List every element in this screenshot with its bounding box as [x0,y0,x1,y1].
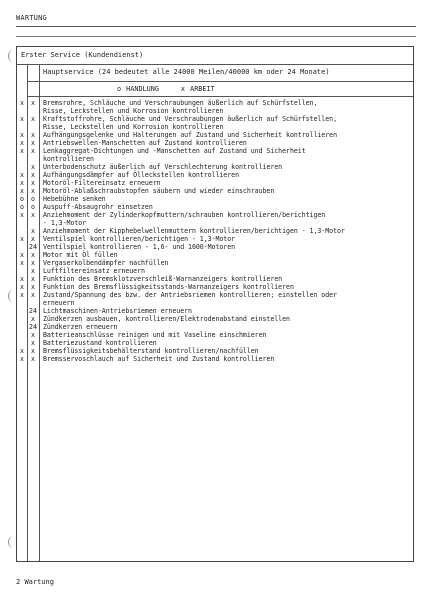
table-divider [17,64,413,65]
main-service-mark: x [31,131,35,139]
table-row [17,123,409,131]
main-service-mark: o [31,195,35,203]
first-service-mark [17,323,27,331]
first-service-mark: x [20,355,24,363]
table-row [17,107,409,115]
task-description: Lichtmaschinen-Antriebsriemen erneuern [43,307,192,315]
task-description: Motor mit Öl füllen [43,251,118,259]
main-service-mark: x [31,355,35,363]
first-service-mark [17,219,27,227]
first-service-mark [17,155,27,163]
first-service-mark: o [20,195,24,203]
first-service-mark: x [20,283,24,291]
main-service-mark: x [31,291,35,299]
task-description: Motoröl-Ablaßschraubstopfen säubern und wieder einschrauben [43,187,275,195]
main-service-mark: x [31,331,35,339]
main-service-mark: x [31,259,35,267]
task-description: Funktion des Bremsflüssigkeitsstands-Warnanzeigers kontrollieren [43,283,294,291]
main-service-mark: x [31,347,35,355]
task-description: Anziehmoment der Zylinderkopfmuttern/schrauben kontrollieren/berichtigen [43,211,326,219]
table-row [17,187,409,195]
main-service-mark: x [31,115,35,123]
task-description: Zündkerzen ausbauen, kontrollieren/Elektrodenabstand einstellen [43,315,290,323]
table-row [17,139,409,147]
table-row [17,315,409,323]
task-description: Bremsflüssigkeitsbehälterstand kontrollieren/nachfüllen [43,347,259,355]
task-description: Lenkaggregat-Dichtungen und -Manschetten auf Zustand und Sicherheit [43,147,306,155]
task-description: Batteriezustand kontrollieren [43,339,157,347]
table-row [17,259,409,267]
table-row [17,307,409,315]
legend-handlung: o HANDLUNG [117,85,159,93]
main-service-mark: x [31,179,35,187]
task-description: Kraftstoffrohre, Schläuche und Verschraubungen äußerlich auf Schürfstellen, [43,115,337,123]
table-row [17,195,409,203]
first-service-mark: x [20,235,24,243]
table-row [17,147,409,155]
table-row [17,99,409,107]
first-service-mark [17,315,27,323]
main-service-mark: x [31,171,35,179]
task-description: Risse, Leckstellen und Korrosion kontrollieren [43,107,224,115]
task-description: Ventilspiel kontrollieren - 1,6- und 1600-Motoren [43,243,236,251]
table-row [17,227,409,235]
first-service-mark: x [20,171,24,179]
main-service-mark: 24 [29,323,37,331]
table-divider [27,81,413,82]
first-service-mark: x [20,131,24,139]
first-service-mark [17,267,27,275]
first-service-mark: x [20,147,24,155]
first-service-mark: x [20,187,24,195]
first-service-mark: x [20,179,24,187]
footer-label: Wartung [24,578,54,586]
first-service-mark [17,123,27,131]
table-row [17,347,409,355]
first-service-mark [17,243,27,251]
main-service-mark: x [31,315,35,323]
task-description: Bremsrohre, Schläuche und Verschraubungen äußerlich auf Schürfstellen, [43,99,318,107]
table-row [17,331,409,339]
task-list [17,99,409,363]
first-service-mark: x [20,99,24,107]
first-service-mark [17,163,27,171]
task-description: Motoröl-Filtereinsatz erneuern [43,179,161,187]
task-description: erneuern [43,299,75,307]
main-service-mark: x [31,267,35,275]
table-row [17,163,409,171]
main-service-mark: x [31,147,35,155]
table-row [17,339,409,347]
main-service-mark: o [31,203,35,211]
page-number: 2 [16,578,21,586]
sub-section-title: Hauptservice (24 bedeutet alle 24000 Meilen/40000 km oder 24 Monate) [43,68,330,76]
task-description: kontrollieren [43,155,94,163]
main-service-mark: x [31,235,35,243]
page-footer [16,578,54,586]
task-description: Funktion des Bremsklotzverschleiß-Warnanzeigers kontrollieren [43,275,283,283]
task-description: Hebebühne senken [43,195,106,203]
first-service-mark [17,339,27,347]
task-description: Aufhängungsgelenke und Halterungen auf Zustand und Sicherheit kontrollieren [43,131,337,139]
service-table [16,46,414,562]
main-service-mark: x [31,139,35,147]
first-service-mark [17,227,27,235]
task-description: Bremsservoschlauch auf Sicherheit und Zustand kontrollieren [43,355,275,363]
main-service-mark: 24 [29,307,37,315]
first-service-mark: x [20,115,24,123]
main-service-mark: x [31,251,35,259]
main-service-mark: x [31,163,35,171]
main-service-mark [27,107,39,115]
table-row [17,243,409,251]
main-service-mark: x [31,275,35,283]
task-description: Vergaserkolbendämpfer nachfüllen [43,259,169,267]
first-service-mark: x [20,347,24,355]
task-description: Zündkerzen erneuern [43,323,118,331]
first-service-mark: x [20,251,24,259]
table-row [17,299,409,307]
table-row [17,355,409,363]
main-service-mark: x [31,283,35,291]
table-row [17,115,409,123]
main-service-mark: x [31,339,35,347]
table-row [17,267,409,275]
table-divider [27,96,413,97]
task-description: Risse, Leckstellen und Korrosion kontrollieren [43,123,224,131]
table-row [17,211,409,219]
main-service-mark [27,155,39,163]
table-row [17,131,409,139]
task-description: Anziehmoment der Kipphebelwellenmuttern kontrollieren/berichtigen - 1,3-Motor [43,227,345,235]
task-description: Zustand/Spannung des bzw. der Antriebsriemen kontrollieren; einstellen oder [43,291,337,299]
first-service-mark: x [20,211,24,219]
task-description: Luftfiltereinsatz erneuern [43,267,145,275]
first-service-mark [17,107,27,115]
first-service-mark: x [20,291,24,299]
table-row [17,251,409,259]
table-row [17,235,409,243]
table-row [17,219,409,227]
table-row [17,323,409,331]
main-service-mark [27,219,39,227]
first-service-mark: x [20,259,24,267]
first-service-mark [17,331,27,339]
task-description: Unterbodenschutz äußerlich auf Verschlechterung kontrollieren [43,163,283,171]
table-row [17,155,409,163]
main-service-mark: 24 [29,243,37,251]
table-row [17,203,409,211]
task-description: Batterieanschlüsse reinigen und mit Vaseline einschmieren [43,331,267,339]
header-rule [16,26,416,27]
table-row [17,283,409,291]
main-service-mark [27,299,39,307]
task-description: Ventilspiel kontrollieren/berichtigen - 1,3-Motor [43,235,236,243]
first-service-mark [17,299,27,307]
legend [117,85,215,93]
first-service-mark: x [20,139,24,147]
page-header: WARTUNG [16,14,47,22]
section-title: Erster Service (Kundendienst) [21,51,144,59]
table-row [17,179,409,187]
table-row [17,291,409,299]
table-row [17,171,409,179]
main-service-mark: x [31,99,35,107]
main-service-mark [27,123,39,131]
task-description: Antriebswellen-Manschetten auf Zustand kontrollieren [43,139,247,147]
legend-arbeit: x ARBEIT [180,85,215,93]
main-service-mark: x [31,227,35,235]
first-service-mark [17,307,27,315]
task-description: Auspuff-Absaugrohr einsetzen [43,203,153,211]
main-service-mark: x [31,187,35,195]
header-rule-secondary [16,36,416,37]
task-description: - 1,3-Motor [43,219,87,227]
table-row [17,275,409,283]
first-service-mark: o [20,203,24,211]
task-description: Aufhängungsdämpfer auf Ölleckstellen kontrollieren [43,171,239,179]
first-service-mark: x [20,275,24,283]
main-service-mark: x [31,211,35,219]
